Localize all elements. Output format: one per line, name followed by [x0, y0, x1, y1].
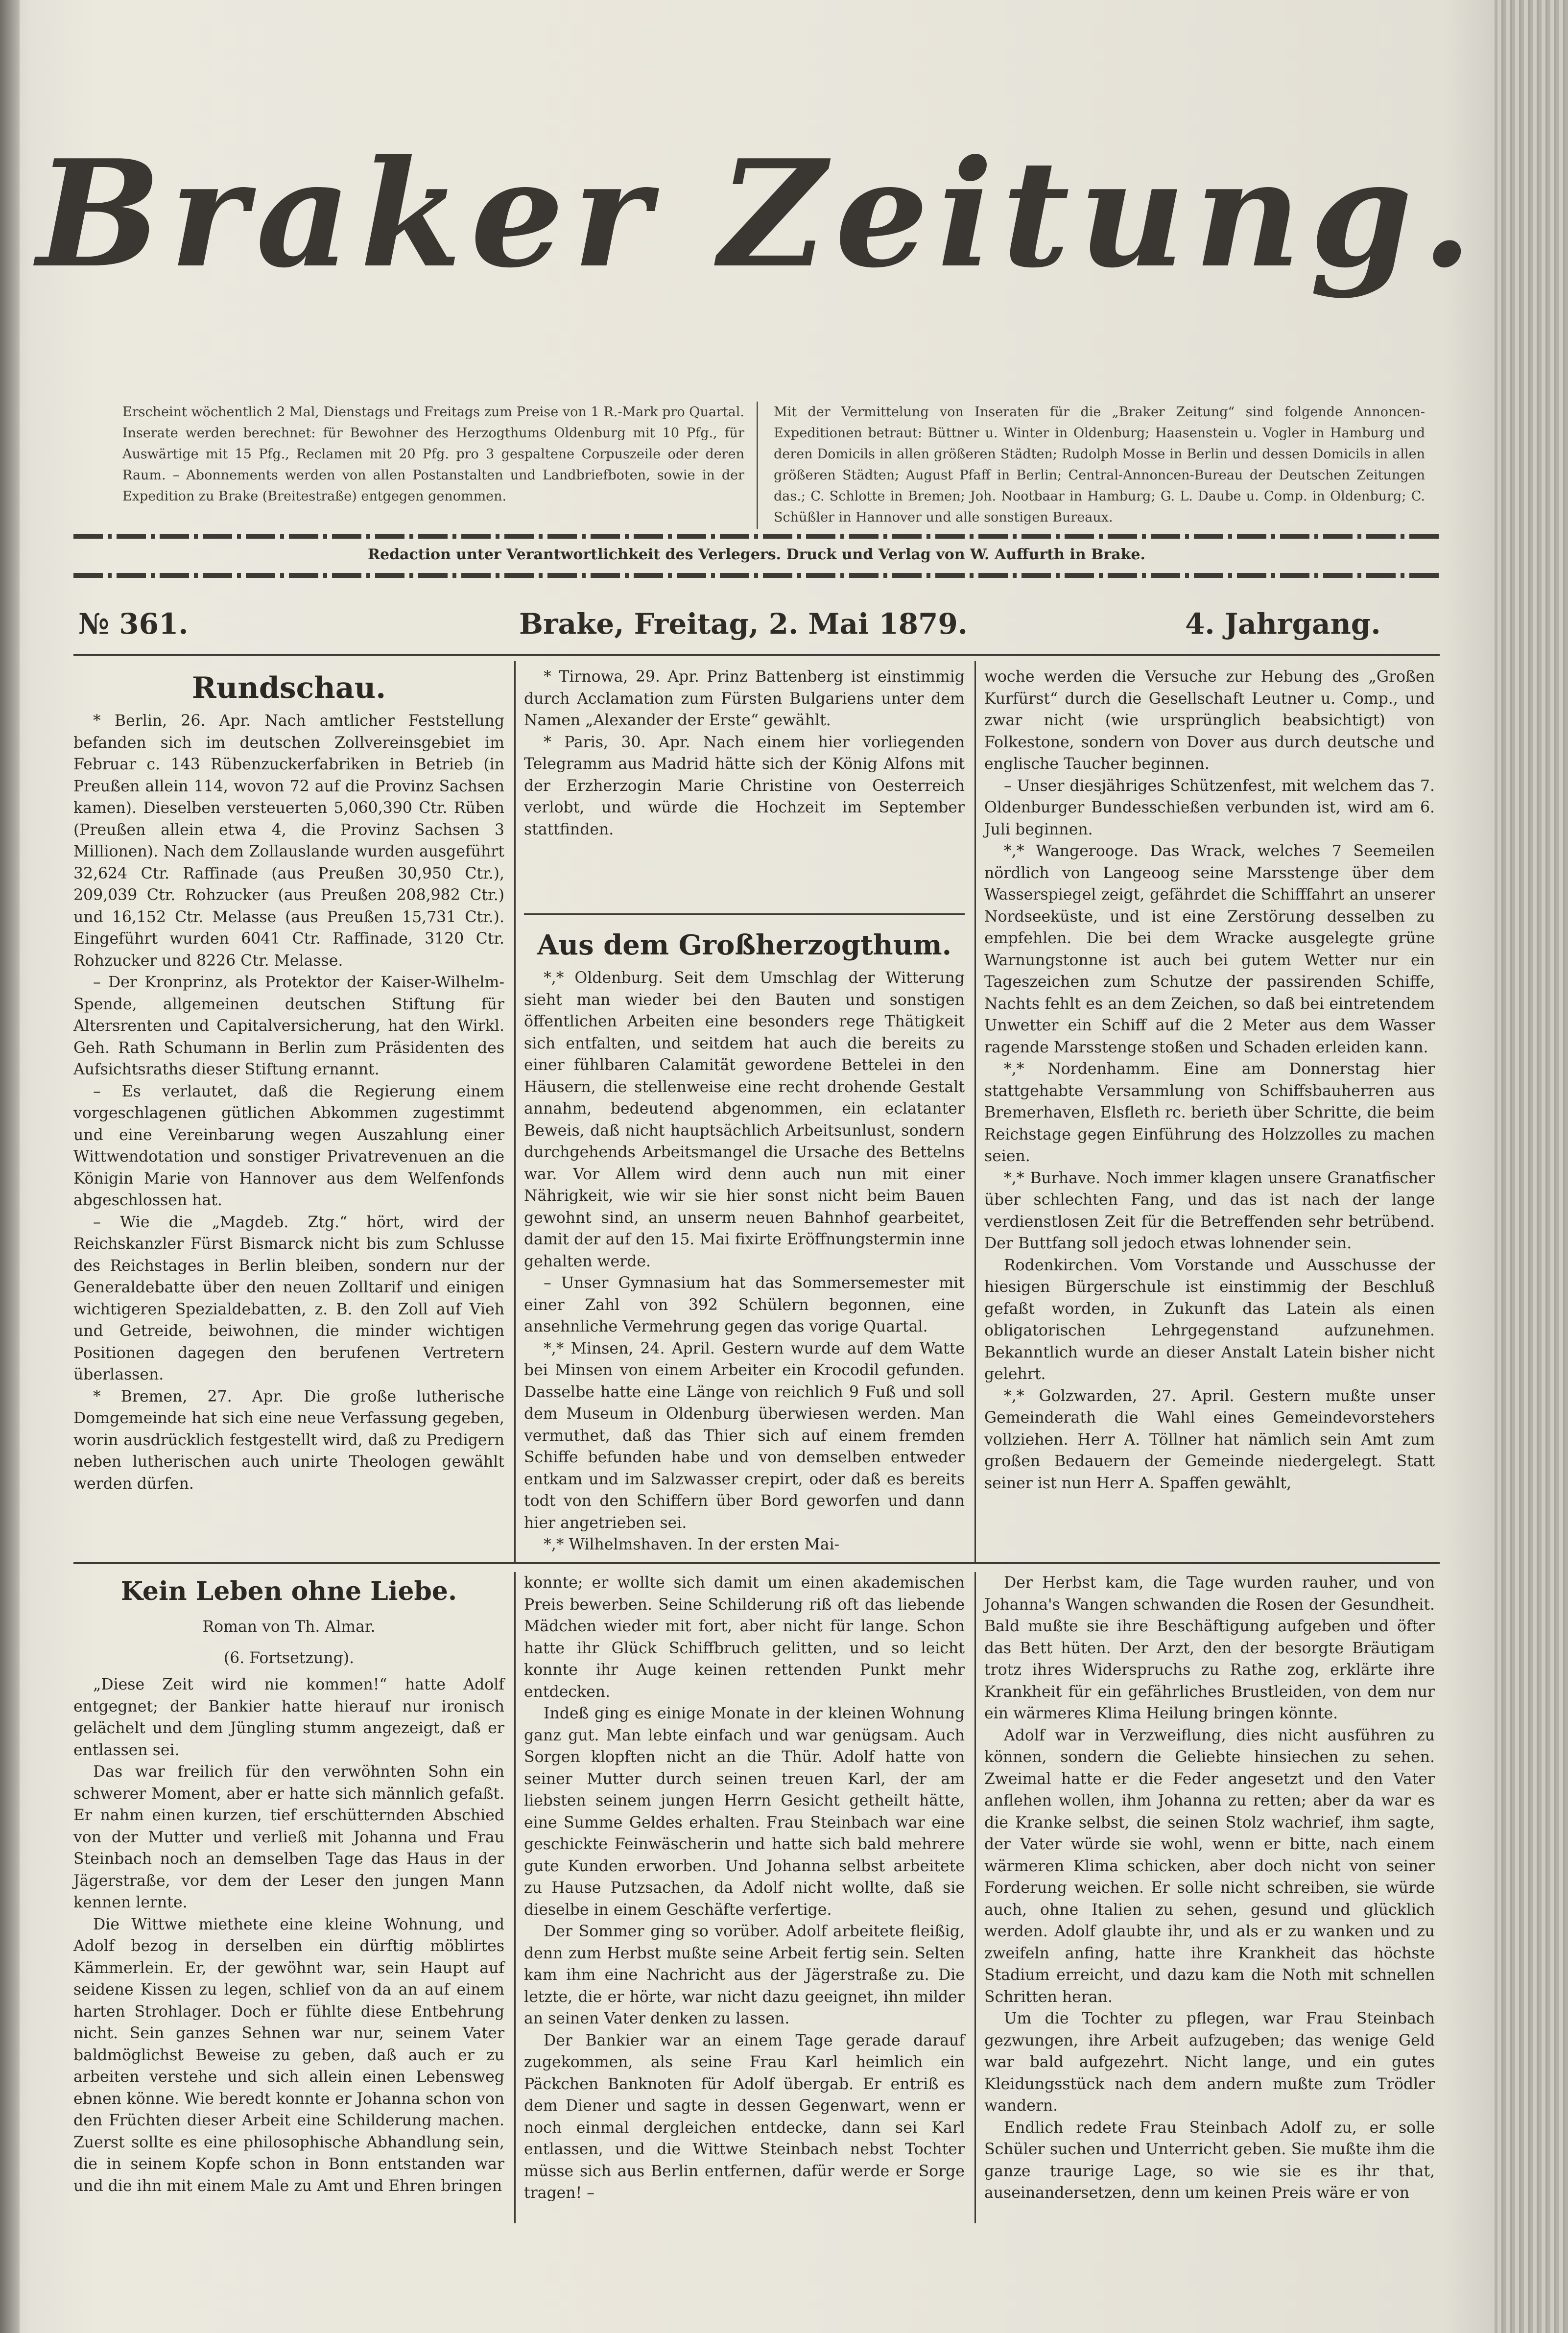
ornamental-rule-top	[73, 534, 1440, 539]
column-rundschau	[73, 666, 504, 1495]
novel-paragraph: Die Wittwe miethete eine kleine Wohnung, und Adolf bezog in derselben ein dürftig möblirtes Kämmerlein. Er, der gewöhnt war, sein Haupt auf seidene Kissen zu legen, schlief von da an auf einem harten Strohlager. Doch er fühlte diese Entbehrung nicht. Sein ganzes Sehnen war nur, seinem Vater baldmöglichst Beweise zu geben, daß auch er zu arbeiten verstehe und sich allein einen Lebensweg ebnen könne. Wie beredt konnte er Johanna schon von den Früchten dieser Arbeit eine Schilderung machen. Zuerst sollte es eine philosophische Abhandlung sein, die in seinem Kopfe schon in Bonn entstanden war und die ihn mit einem Male zu Amt und Ehren bringen	[73, 1915, 504, 2195]
column-divider	[514, 1572, 516, 2223]
dateline-rule	[73, 654, 1440, 656]
news-item: *,* Wilhelmshaven. In der ersten Mai-	[544, 1536, 840, 1553]
column-middle	[524, 666, 965, 840]
news-item: woche werden die Versuche zur Hebung des „Großen Kurfürst“ durch die Gesellschaft Leutner u. Comp., und zwar nicht (wie ursprünglich beabsichtigt) von Folkestone, sondern von Dover aus durch deutsche und englische Taucher beginnen.	[984, 668, 1435, 773]
page-binding	[0, 0, 20, 2333]
grossherzogthum-heading: Aus dem Großherzogthum.	[537, 929, 952, 961]
news-item: *,* Burhave. Noch immer klagen unsere Granatfischer über schlechten Fang, und das ist nach der lange verdienstlosen Zeit für die Betreffenden sehr betrübend. Der Buttfang soll jedoch etwas lohnender sein.	[984, 1169, 1435, 1252]
newspaper-page	[20, 29, 1498, 2331]
news-item: – Es verlautet, daß die Regierung einem vorgeschlagenen gütlichen Abkommen zugestimmt und eine Vereinbarung wegen Auszahlung einer Wittwendotation und sonstiger Privatrevenuen an die Königin Marie von Hannover aus dem Welfenfonds abgeschlossen hat.	[73, 1082, 504, 1209]
news-item: * Tirnowa, 29. Apr. Prinz Battenberg ist einstimmig durch Acclamation zum Fürsten Bulgariens unter dem Namen „Alexander der Erste“ gewählt.	[524, 668, 965, 729]
news-item: *,* Wangerooge. Das Wrack, welches 7 Seemeilen nördlich von Langeoog seine Marsstenge über dem Wasserspiegel zeigt, gefährdet die Schifffahrt an unserer Nordseeküste, und ist eine Zerstörung desselben zu empfehlen. Die bei dem Wracke ausgelegte grüne Warnungstonne ist auch bei gutem Wetter nur ein Tageszeichen zum Schutze der passirenden Schiffe, Nachts fehlt es an dem Zeichen, so daß bei eintretendem Unwetter ein Schiff auf die 2 Meter aus dem Wasser ragende Marsstenge stoßen und Schaden erleiden kann.	[984, 842, 1435, 1056]
novel-title: Kein Leben ohne Liebe.	[120, 1576, 457, 1606]
rundschau-heading: Rundschau.	[191, 671, 386, 705]
ornamental-rule-bottom	[73, 573, 1440, 578]
masthead-title: Braker Zeitung.	[36, 127, 1482, 300]
column-right	[984, 666, 1435, 1494]
advertising-info: Mit der Vermittelung von Inseraten für die „Braker Zeitung“ sind folgende Annoncen-Expeditionen betraut: Büttner u. Winter in Oldenburg; Haasenstein u. Vogler in Hamburg und deren Domicils in allen größeren Städten; Rudolph Mosse in Berlin und dessen Domicils in allen größeren Städten; August Pfaff in Berlin; Central-Annoncen-Bureau der Deutschen Zeitungen das.; C. Schlotte in Bremen; Joh. Nootbaar in Hamburg; G. L. Daube u. Comp. in Oldenburg; C. Schüßler in Hannover und alle sonstigen Bureaux.	[774, 405, 1425, 525]
section-rule	[524, 913, 965, 915]
novel-paragraph: „Diese Zeit wird nie kommen!“ hatte Adolf entgegnet; der Bankier hatte hierauf nur ironisch gelächelt und dem Jüngling stumm angezeigt, daß er entlassen sei.	[73, 1676, 504, 1759]
novel-part: (6. Fortsetzung).	[223, 1649, 355, 1667]
feuilleton-column-2	[524, 1572, 965, 2204]
novel-paragraph: Adolf war in Verzweiflung, dies nicht ausführen zu können, sondern die Geliebte hinsiechen zu sehen. Zweimal hatte er die Feder angesetzt und den Vater anflehen wollen, ihm Johanna zu retten; aber da war es die Kranke selbst, die seinen Stolz wachrief, ihm sagte, der Vater würde sie wohl, wenn er bitte, nach einem wärmeren Klima schicken, aber doch nicht von seiner Forderung weichen. Er solle nicht schreiben, sie würde auch, ohne Italien zu sehen, gesund und glücklich werden. Adolf glaubte ihr, und als er zu wanken und zu zweifeln anfing, hatte ihre Krankheit das höchste Stadium erreicht, und dazu kam die Noth mit schnellen Schritten heran.	[984, 1726, 1435, 2006]
news-item: Rodenkirchen. Vom Vorstande und Ausschusse der hiesigen Bürgerschule ist einstimmig der Beschluß gefaßt worden, in Zukunft das Latein als einen obligatorischen Lehrgegenstand aufzunehmen. Bekanntlich wurde an dieser Anstalt Latein bisher nicht gelehrt.	[984, 1256, 1435, 1383]
news-item: *,* Minsen, 24. April. Gestern wurde auf dem Watte bei Minsen von einem Arbeiter ein Krocodil gefunden. Dasselbe hatte eine Länge von reichlich 9 Fuß und soll dem Museum in Oldenburg überwiesen werden. Man vermuthet, daß das Thier sich auf einem fremden Schiffe befunden habe und von demselben entweder entkam und im Salzwasser crepirt, oder daß es bereits todt von den Schiffern über Bord geworfen und dann hier angetrieben sei.	[524, 1339, 965, 1532]
feuilleton-rule	[73, 1562, 1440, 1564]
issue-number: № 361.	[78, 607, 189, 641]
issue-date: Brake, Freitag, 2. Mai 1879.	[519, 607, 968, 641]
feuilleton-column-1	[73, 1572, 504, 2197]
page-stack-edge	[1495, 0, 1568, 2333]
news-item: * Paris, 30. Apr. Nach einem hier vorliegenden Telegramm aus Madrid hätte sich der König Alfons mit der Erzherzogin Marie Christine von Oesterreich verlobt, und würde die Hochzeit im September stattfinden.	[524, 733, 965, 838]
subscription-info: Erscheint wöchentlich 2 Mal, Dienstags und Freitags zum Preise von 1 R.-Mark pro Quartal. Inserate werden berechnet: für Bewohner des Herzogthums Oldenburg mit 10 Pfg., für Auswärtige mit 15 Pfg., Reclamen mit 20 Pfg. pro 3 gespaltene Corpuszeile oder deren Raum. – Abonnements werden von allen Postanstalten und Landbriefboten, sowie in der Expedition zu Brake (Breitestraße) entgegen genommen.	[122, 405, 744, 504]
novel-paragraph: Um die Tochter zu pflegen, war Frau Steinbach gezwungen, ihre Arbeit aufzugeben; das wenige Geld war bald aufgezehrt. Nicht lange, und ein gutes Kleidungsstück nach dem andern mußte zum Trödler wandern.	[984, 2010, 1435, 2115]
novel-paragraph: Der Bankier war an einem Tage gerade darauf zugekommen, als seine Frau Karl heimlich ein Päckchen Banknoten für Adolf übergab. Er entriß es dem Diener und sagte in dessen Gegenwart, wenn er noch einmal dergleichen entdecke, dann sei Karl entlassen, und die Wittwe Steinbach nebst Tochter müsse sich aus Berlin entfernen, dafür werde er Sorge tragen! –	[524, 2031, 965, 2202]
column-grossherzogthum	[524, 923, 965, 1556]
news-item: *,* Golzwarden, 27. April. Gestern mußte unser Gemeinderath die Wahl eines Gemeindevorstehers vollziehen. Herr A. Töllner hat nämlich sein Amt zum großen Bedauern der Gemeinde niedergelegt. Statt seiner ist nun Herr A. Spaffen gewählt,	[984, 1387, 1435, 1492]
novel-paragraph: Indeß ging es einige Monate in der kleinen Wohnung ganz gut. Man lebte einfach und war genügsam. Auch Sorgen klopften nicht an die Thür. Adolf hatte von seiner Mutter durch seinen treuen Karl, der am liebsten seinem jungen Herrn Gesicht getheilt hätte, eine Summe Geldes erhalten. Frau Steinbach war eine geschickte Feinwäscherin und hatte sich bald mehrere gute Kunden erworben. Und Johanna selbst arbeitete zu Hause Putzsachen, da Adolf nicht wollte, daß sie dieselbe in einem Geschäfte verfertige.	[524, 1705, 965, 1919]
column-divider	[514, 661, 516, 1562]
news-item: – Wie die „Magdeb. Ztg.“ hört, wird der Reichskanzler Fürst Bismarck nicht bis zum Schlusse des Reichstages in Berlin bleiben, sondern nur der Generaldebatte über den neuen Zolltarif und einigen wichtigeren Spezialdebatten, z. B. den Zoll auf Vieh und Getreide, beiwohnen, die minder wichtigen Positionen dagegen den berufenen Vertretern überlassen.	[73, 1213, 504, 1383]
news-item: *,* Oldenburg. Seit dem Umschlag der Witterung sieht man wieder bei den Bauten und sonstigen öffentlichen Arbeiten eine besonders rege Thätigkeit sich entfalten, und seitdem hat auch die bereits zu einer fühlbaren Calamität gewordene Bettelei in den Häusern, die stellenweise eine recht drohende Gestalt annahm, bedeutend abgenommen, ein eclatanter Beweis, daß nicht hauptsächlich Arbeitsunlust, sondern durchgehends Arbeitsmangel die Ursache des Bettelns war. Vor Allem wird denn auch nun mit einer Nährigkeit, wie wir sie hier sonst nicht beim Bauen gewohnt sind, an unserm neuen Bahnhof gearbeitet, damit der auf den 15. Mai fixirte Eröffnungstermin inne gehalten werde.	[524, 969, 965, 1270]
column-divider	[974, 661, 976, 1562]
issue-year: 4. Jahrgang.	[1185, 607, 1381, 641]
news-item: – Der Kronprinz, als Protektor der Kaiser-Wilhelm-Spende, allgemeinen deutschen Stiftung für Altersrenten und Capitalversicherung, hat den Wirkl. Geh. Rath Schumann in Berlin zum Präsidenten des Aufsichtsraths dieser Stiftung ernannt.	[73, 974, 504, 1078]
editorial-line: Redaction unter Verantwortlichkeit des Verlegers. Druck und Verlag von W. Auffurth in Brake.	[368, 546, 1145, 563]
news-item: * Berlin, 26. Apr. Nach amtlicher Feststellung befanden sich im deutschen Zollvereinsgebiet im Februar c. 143 Rübenzuckerfabriken in Betrieb (in Preußen allein 114, wovon 72 auf die Provinz Sachsen kamen). Dieselben versteuerten 5,060,390 Ctr. Rüben (Preußen allein etwa 4, die Provinz Sachsen 3 Millionen). Nach dem Zollauslande wurden ausgeführt 32,624 Ctr. Raffinade (aus Preußen 30,950 Ctr.), 209,039 Ctr. Rohzucker (aus Preußen 208,982 Ctr.) und 16,152 Ctr. Melasse (aus Preußen 15,731 Ctr.). Eingeführt wurden 6041 Ctr. Raffinade, 3120 Ctr. Rohzucker und 8226 Ctr. Melasse.	[73, 712, 504, 970]
news-item: – Unser diesjähriges Schützenfest, mit welchem das 7. Oldenburger Bundesschießen verbunden ist, wird am 6. Juli beginnen.	[984, 777, 1435, 838]
info-divider	[757, 402, 758, 529]
feuilleton-column-3	[984, 1572, 1435, 2204]
news-item: * Bremen, 27. Apr. Die große lutherische Domgemeinde hat sich eine neue Verfassung gegeben, worin ausdrücklich festgestellt wird, daß zu Predigern neben lutherischen auch unirte Theologen gewählt werden dürfen.	[73, 1387, 504, 1493]
novel-paragraph: Der Herbst kam, die Tage wurden rauher, und von Johanna's Wangen schwanden die Rosen der Gesundheit. Bald mußte sie ihre Beschäftigung aufgeben und öfter das Bett hüten. Der Arzt, den der besorgte Bräutigam trotz ihres Widerspruchs zu Rathe zog, erklärte ihre Krankheit für ein gefährliches Brustleiden, von dem nur ein wärmeres Klima Heilung bringen könnte.	[984, 1574, 1435, 1722]
news-item: – Unser Gymnasium hat das Sommersemester mit einer Zahl von 392 Schülern begonnen, eine ansehnliche Vermehrung gegen das vorige Quartal.	[524, 1274, 965, 1335]
news-item: *,* Nordenhamm. Eine am Donnerstag hier stattgehabte Versammlung von Schiffsbauherren aus Bremerhaven, Elsfleth rc. berieth über Schritte, die beim Reichstage gegen Einführung des Holzzolles zu machen seien.	[984, 1060, 1435, 1165]
novel-paragraph: Das war freilich für den verwöhnten Sohn ein schwerer Moment, aber er hatte sich männlich gefaßt. Er nahm einen kurzen, tief erschütternden Abschied von der Mutter und verließ mit Johanna und Frau Steinbach noch an demselben Tage das Haus in der Jägerstraße, vor dem der Leser den jungen Mann kennen lernte.	[73, 1763, 504, 1911]
novel-paragraph: Endlich redete Frau Steinbach Adolf zu, er solle Schüler suchen und Unterricht geben. Sie mußte ihm die ganze traurige Lage, so wie sie es ihr that, auseinandersetzen, denn um keinen Preis wäre er von	[984, 2119, 1435, 2202]
novel-paragraph: Der Sommer ging so vorüber. Adolf arbeitete fleißig, denn zum Herbst mußte seine Arbeit fertig sein. Selten kam ihm eine Nachricht aus der Jägerstraße zu. Die letzte, die er hörte, war nicht dazu geeignet, ihn milder an seinen Vater denken zu lassen.	[524, 1923, 965, 2027]
novel-paragraph: konnte; er wollte sich damit um einen akademischen Preis bewerben. Seine Schilderung riß oft das liebende Mädchen wieder mit fort, aber nicht für lange. Schon hatte ihr Glück Schiffbruch gelitten, und so leicht konnte ihr Auge keinen rettenden Punkt mehr entdecken.	[524, 1574, 965, 1701]
column-divider	[974, 1572, 976, 2223]
novel-byline: Roman von Th. Almar.	[202, 1618, 376, 1636]
